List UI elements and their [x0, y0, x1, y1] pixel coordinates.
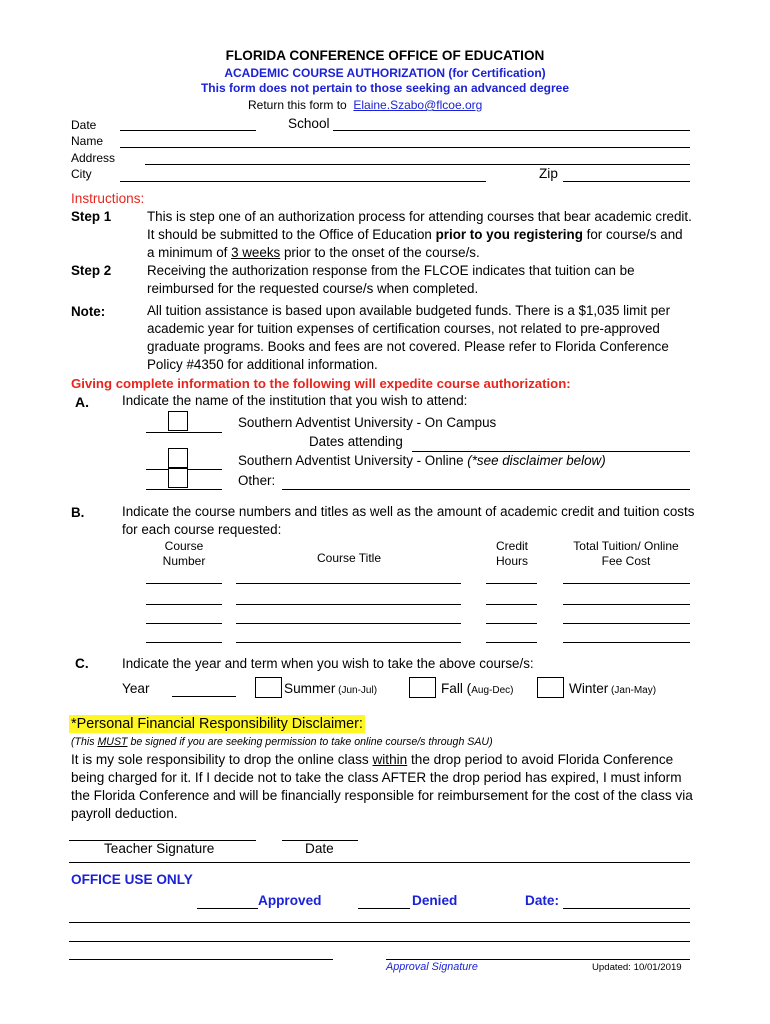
fall-label: Fall (Aug-Dec): [441, 681, 514, 696]
return-email-link[interactable]: Elaine.Szabo@flcoe.org: [353, 98, 483, 112]
course-number-field[interactable]: [146, 623, 222, 624]
credit-hours-field[interactable]: [486, 642, 537, 643]
disclaimer-body: It is my sole responsibility to drop the online class within the drop period to avoid Florida Conference being charged for it. If I decide not to take the class AFTER the drop period has expired, I must inform the Florida Conference and will be financially responsible for reimbursement for the cost of the class via payroll deduction.: [71, 752, 693, 821]
col-tuition-1: Total Tuition/ Online: [573, 539, 679, 553]
fall-checkbox[interactable]: [409, 677, 436, 698]
section-a-prompt: Indicate the name of the institution that you wish to attend:: [122, 393, 468, 408]
step2-label: Step 2: [71, 263, 112, 278]
credit-hours-field[interactable]: [486, 623, 537, 624]
instructions-heading: Instructions:: [71, 191, 145, 206]
tuition-cost-field[interactable]: [563, 583, 690, 584]
school-label: School: [288, 116, 330, 131]
summer-checkbox[interactable]: [255, 677, 282, 698]
course-number-field[interactable]: [146, 583, 222, 584]
step1-underline: 3 weeks: [231, 245, 281, 260]
approval-signature-field[interactable]: [386, 959, 690, 960]
teacher-signature-label: Teacher Signature: [104, 841, 215, 856]
section-b-label: B.: [71, 505, 85, 520]
zip-label: Zip: [539, 166, 558, 181]
other-field[interactable]: [282, 489, 690, 490]
course-title-field[interactable]: [236, 623, 461, 624]
col-course-number-2: Number: [162, 554, 206, 568]
credit-hours-field[interactable]: [486, 583, 537, 584]
denied-label: Denied: [412, 893, 458, 908]
disclaimer-subheading: (This MUST be signed if you are seeking permission to take online course/s through SAU): [71, 736, 493, 748]
credit-hours-field[interactable]: [486, 604, 537, 605]
disclaimer-heading: *Personal Financial Responsibility Disclaimer:: [71, 716, 363, 732]
return-line: [248, 98, 482, 112]
signature-date-label: Date: [305, 841, 334, 856]
approved-label: Approved: [258, 893, 322, 908]
office-use-heading: OFFICE USE ONLY: [71, 872, 193, 887]
course-title-field[interactable]: [236, 642, 461, 643]
option1-line: [146, 432, 222, 433]
course-title-field[interactable]: [236, 604, 461, 605]
dates-attending-label: Dates attending: [309, 434, 403, 449]
denied-field[interactable]: [358, 908, 410, 909]
tuition-cost-field[interactable]: [563, 642, 690, 643]
office-notes-line-2[interactable]: [69, 941, 690, 942]
section-b-prompt: Indicate the course numbers and titles as well as the amount of academic credit and tuition costs for each course requested:: [122, 504, 695, 537]
section-c-label: C.: [75, 656, 89, 671]
office-notes-line-1[interactable]: [69, 922, 690, 923]
office-notes-line-3[interactable]: [69, 959, 333, 960]
form-title: FLORIDA CONFERENCE OFFICE OF EDUCATION: [225, 48, 545, 63]
zip-field[interactable]: [563, 181, 690, 182]
col-credit-1: Credit: [495, 539, 528, 553]
step1-bold: prior to you registering: [435, 227, 583, 242]
option2-checkbox[interactable]: [168, 448, 188, 468]
step1-label: Step 1: [71, 209, 112, 224]
expedite-heading: Giving complete information to the following will expedite course authorization:: [71, 376, 571, 391]
return-label: Return this form to: [248, 98, 347, 112]
date-field[interactable]: [120, 130, 256, 131]
address-field[interactable]: [145, 164, 690, 165]
col-course-title: Course Title: [316, 551, 382, 565]
tuition-cost-field[interactable]: [563, 623, 690, 624]
form-subtitle: ACADEMIC COURSE AUTHORIZATION (for Certification): [224, 66, 546, 80]
office-date-field[interactable]: [563, 908, 690, 909]
course-number-field[interactable]: [146, 604, 222, 605]
date-label: Date: [71, 118, 97, 132]
col-tuition-2: Fee Cost: [601, 554, 651, 568]
winter-checkbox[interactable]: [537, 677, 564, 698]
office-date-label: Date:: [525, 893, 559, 908]
option3-checkbox[interactable]: [168, 468, 188, 488]
city-label: City: [71, 167, 92, 181]
col-course-number-1: Course: [164, 539, 204, 553]
course-title-field[interactable]: [236, 583, 461, 584]
section-a-label: A.: [75, 394, 89, 410]
year-field[interactable]: [172, 696, 236, 697]
within-emphasis: within: [372, 752, 408, 767]
dates-attending-field[interactable]: [412, 451, 690, 452]
address-label: Address: [71, 151, 116, 165]
note-text: All tuition assistance is based upon available budgeted funds. There is a $1,035 limit per academic year for tuition expenses of certification courses, not related to pre-approved graduate programs. Books and fees are not covered. Please refer to Florida Conference Policy #4350 for additional information.: [147, 303, 671, 372]
section-c-prompt: Indicate the year and term when you wish to take the above course/s:: [122, 656, 534, 671]
approval-signature-label: Approval Signature: [386, 961, 478, 973]
option3-line: [146, 489, 222, 490]
tuition-cost-field[interactable]: [563, 604, 690, 605]
step2-text: Receiving the authorization response from the FLCOE indicates that tuition can be reimbursed for the requested course/s when completed.: [147, 263, 635, 296]
option2-disclaimer-note: (*see disclaimer below): [467, 453, 606, 468]
year-label: Year: [122, 681, 150, 696]
other-label: Other:: [238, 473, 276, 488]
option1-checkbox[interactable]: [168, 411, 188, 431]
updated-date: Updated: 10/01/2019: [592, 962, 682, 973]
form-notice: This form does not pertain to those seeking an advanced degree: [200, 81, 570, 95]
col-credit-2: Hours: [495, 554, 528, 568]
divider: [69, 862, 690, 863]
name-field[interactable]: [120, 147, 690, 148]
option1-label: Southern Adventist University - On Campus: [238, 415, 497, 430]
course-number-field[interactable]: [146, 642, 222, 643]
must-emphasis: MUST: [97, 736, 128, 748]
note-label: Note:: [71, 304, 106, 319]
step1-text: This is step one of an authorization process for attending courses that bear academic credit. It should be submitted to the Office of Education prior to you registering for course/s and a minimum of 3 weeks prior to the onset of the course/s.: [147, 209, 692, 260]
summer-label: Summer (Jun-Jul): [284, 681, 378, 696]
winter-label: Winter (Jan-May): [569, 681, 657, 696]
option2-label: Southern Adventist University - Online (*see disclaimer below): [238, 453, 606, 468]
city-field[interactable]: [120, 181, 486, 182]
name-label: Name: [71, 134, 104, 148]
school-field[interactable]: [333, 130, 690, 131]
approved-field[interactable]: [197, 908, 258, 909]
